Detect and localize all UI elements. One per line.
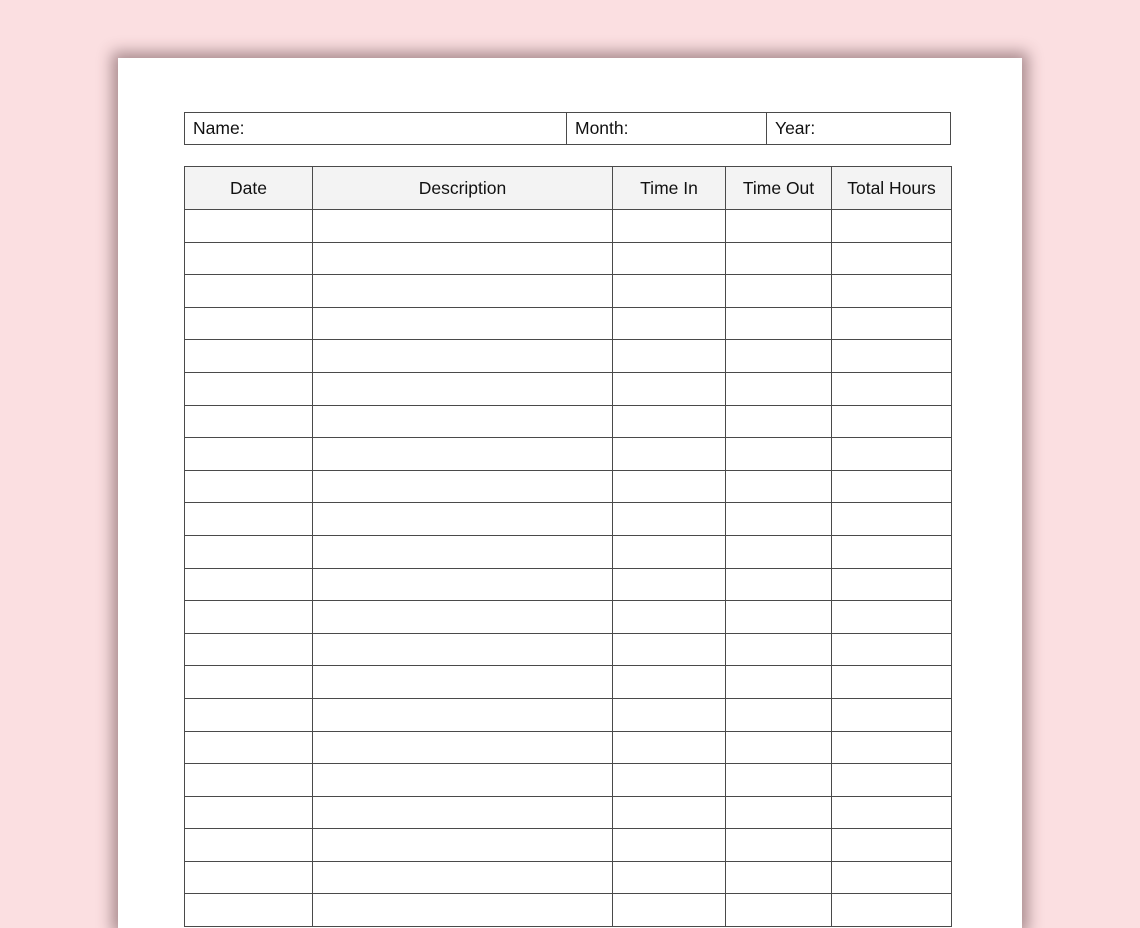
date-cell[interactable]: [185, 666, 313, 699]
table-row: [185, 340, 952, 373]
description-cell[interactable]: [313, 372, 613, 405]
time-out-cell[interactable]: [726, 275, 832, 308]
time-out-cell[interactable]: [726, 405, 832, 438]
time-out-cell[interactable]: [726, 307, 832, 340]
total-hours-cell[interactable]: [832, 796, 952, 829]
date-cell[interactable]: [185, 731, 313, 764]
table-row: [185, 503, 952, 536]
total-hours-cell[interactable]: [832, 405, 952, 438]
table-row: [185, 405, 952, 438]
date-cell[interactable]: [185, 307, 313, 340]
date-cell[interactable]: [185, 764, 313, 797]
description-cell[interactable]: [313, 894, 613, 927]
table-row: [185, 796, 952, 829]
time-out-cell[interactable]: [726, 340, 832, 373]
date-cell[interactable]: [185, 535, 313, 568]
description-cell[interactable]: [313, 796, 613, 829]
description-cell[interactable]: [313, 470, 613, 503]
time-out-cell[interactable]: [726, 698, 832, 731]
time-out-cell[interactable]: [726, 601, 832, 634]
column-header-time-out: Time Out: [726, 167, 832, 210]
date-cell[interactable]: [185, 894, 313, 927]
time-in-cell[interactable]: [613, 666, 726, 699]
time-out-cell[interactable]: [726, 568, 832, 601]
column-header-time-in: Time In: [613, 167, 726, 210]
description-cell[interactable]: [313, 764, 613, 797]
table-row: [185, 470, 952, 503]
date-cell[interactable]: [185, 405, 313, 438]
year-label: Year:: [775, 118, 816, 138]
time-out-cell[interactable]: [726, 861, 832, 894]
time-in-cell[interactable]: [613, 275, 726, 308]
date-cell[interactable]: [185, 242, 313, 275]
column-header-total-hours: Total Hours: [832, 167, 952, 210]
time-out-cell[interactable]: [726, 470, 832, 503]
date-cell[interactable]: [185, 601, 313, 634]
date-cell[interactable]: [185, 568, 313, 601]
time-in-cell[interactable]: [613, 861, 726, 894]
date-cell[interactable]: [185, 829, 313, 862]
description-cell[interactable]: [313, 340, 613, 373]
total-hours-cell[interactable]: [832, 503, 952, 536]
time-in-cell[interactable]: [613, 340, 726, 373]
date-cell[interactable]: [185, 503, 313, 536]
time-in-cell[interactable]: [613, 405, 726, 438]
time-log-table: [184, 166, 952, 927]
total-hours-cell[interactable]: [832, 210, 952, 243]
table-row: [185, 275, 952, 308]
description-cell[interactable]: [313, 731, 613, 764]
table-row: [185, 242, 952, 275]
time-in-cell[interactable]: [613, 307, 726, 340]
time-in-cell[interactable]: [613, 698, 726, 731]
time-out-cell[interactable]: [726, 372, 832, 405]
name-field[interactable]: [185, 113, 566, 144]
time-in-cell[interactable]: [613, 470, 726, 503]
month-field[interactable]: [566, 113, 766, 144]
time-out-cell[interactable]: [726, 894, 832, 927]
table-row: [185, 372, 952, 405]
description-cell[interactable]: [313, 503, 613, 536]
table-row: [185, 210, 952, 243]
table-header-row: [185, 167, 952, 210]
date-cell[interactable]: [185, 861, 313, 894]
column-header-description: Description: [313, 167, 613, 210]
time-in-cell[interactable]: [613, 503, 726, 536]
time-out-cell[interactable]: [726, 633, 832, 666]
total-hours-cell[interactable]: [832, 666, 952, 699]
header-info-row: [184, 112, 951, 145]
table-row: [185, 666, 952, 699]
description-cell[interactable]: [313, 438, 613, 471]
time-out-cell[interactable]: [726, 731, 832, 764]
date-cell[interactable]: [185, 340, 313, 373]
total-hours-cell[interactable]: [832, 601, 952, 634]
total-hours-cell[interactable]: [832, 633, 952, 666]
time-out-cell[interactable]: [726, 438, 832, 471]
time-in-cell[interactable]: [613, 894, 726, 927]
time-in-cell[interactable]: [613, 372, 726, 405]
table-row: [185, 698, 952, 731]
time-in-cell[interactable]: [613, 829, 726, 862]
description-cell[interactable]: [313, 535, 613, 568]
time-in-cell[interactable]: [613, 438, 726, 471]
description-cell[interactable]: [313, 633, 613, 666]
time-out-cell[interactable]: [726, 242, 832, 275]
time-in-cell[interactable]: [613, 796, 726, 829]
table-row: [185, 438, 952, 471]
total-hours-cell[interactable]: [832, 861, 952, 894]
date-cell[interactable]: [185, 633, 313, 666]
description-cell[interactable]: [313, 829, 613, 862]
total-hours-cell[interactable]: [832, 340, 952, 373]
total-hours-cell[interactable]: [832, 275, 952, 308]
total-hours-cell[interactable]: [832, 764, 952, 797]
total-hours-cell[interactable]: [832, 829, 952, 862]
table-row: [185, 764, 952, 797]
description-cell[interactable]: [313, 210, 613, 243]
time-in-cell[interactable]: [613, 633, 726, 666]
table-row: [185, 633, 952, 666]
time-out-cell[interactable]: [726, 535, 832, 568]
date-cell[interactable]: [185, 698, 313, 731]
table-row: [185, 894, 952, 927]
time-out-cell[interactable]: [726, 829, 832, 862]
date-cell[interactable]: [185, 438, 313, 471]
date-cell[interactable]: [185, 275, 313, 308]
table-row: [185, 829, 952, 862]
time-out-cell[interactable]: [726, 210, 832, 243]
date-cell[interactable]: [185, 796, 313, 829]
year-field[interactable]: [766, 113, 950, 144]
description-cell[interactable]: [313, 601, 613, 634]
description-cell[interactable]: [313, 307, 613, 340]
time-out-cell[interactable]: [726, 666, 832, 699]
total-hours-cell[interactable]: [832, 307, 952, 340]
name-label: Name:: [193, 118, 245, 138]
time-out-cell[interactable]: [726, 764, 832, 797]
description-cell[interactable]: [313, 405, 613, 438]
date-cell[interactable]: [185, 372, 313, 405]
table-row: [185, 307, 952, 340]
total-hours-cell[interactable]: [832, 372, 952, 405]
time-in-cell[interactable]: [613, 242, 726, 275]
description-cell[interactable]: [313, 242, 613, 275]
time-out-cell[interactable]: [726, 503, 832, 536]
time-in-cell[interactable]: [613, 210, 726, 243]
table-row: [185, 568, 952, 601]
table-row: [185, 861, 952, 894]
column-header-date: Date: [185, 167, 313, 210]
time-in-cell[interactable]: [613, 601, 726, 634]
description-cell[interactable]: [313, 698, 613, 731]
table-body: [185, 210, 952, 927]
description-cell[interactable]: [313, 275, 613, 308]
time-in-cell[interactable]: [613, 568, 726, 601]
total-hours-cell[interactable]: [832, 438, 952, 471]
month-label: Month:: [575, 118, 629, 138]
time-in-cell[interactable]: [613, 731, 726, 764]
total-hours-cell[interactable]: [832, 242, 952, 275]
total-hours-cell[interactable]: [832, 698, 952, 731]
table-row: [185, 601, 952, 634]
total-hours-cell[interactable]: [832, 535, 952, 568]
description-cell[interactable]: [313, 666, 613, 699]
description-cell[interactable]: [313, 568, 613, 601]
table-row: [185, 535, 952, 568]
date-cell[interactable]: [185, 210, 313, 243]
total-hours-cell[interactable]: [832, 894, 952, 927]
table-row: [185, 731, 952, 764]
date-cell[interactable]: [185, 470, 313, 503]
total-hours-cell[interactable]: [832, 568, 952, 601]
time-in-cell[interactable]: [613, 535, 726, 568]
time-out-cell[interactable]: [726, 796, 832, 829]
total-hours-cell[interactable]: [832, 731, 952, 764]
time-in-cell[interactable]: [613, 764, 726, 797]
total-hours-cell[interactable]: [832, 470, 952, 503]
description-cell[interactable]: [313, 861, 613, 894]
